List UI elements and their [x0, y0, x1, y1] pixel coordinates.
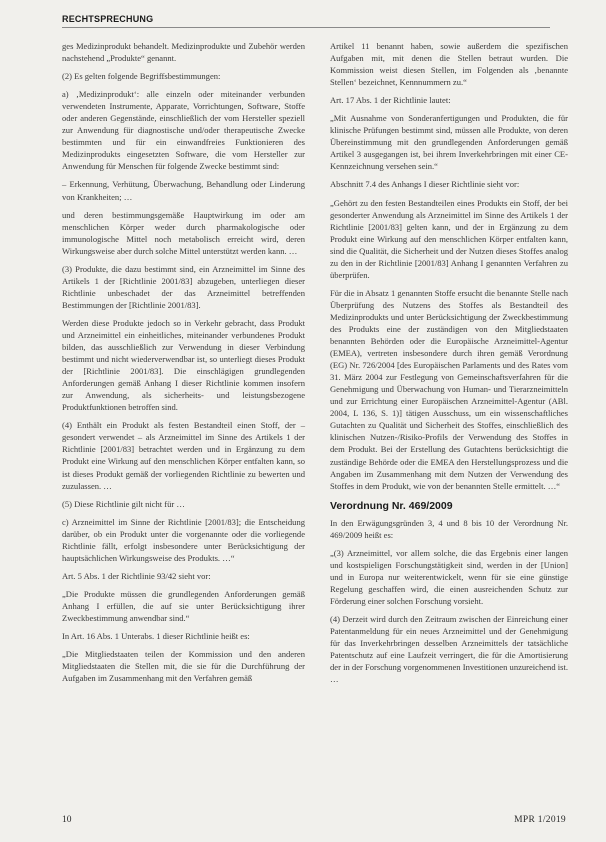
paragraph: a) ‚Medizinprodukt‘: alle einzeln oder miteinander verbunden verwendeten Instrumente, Apparate, Vorrichtungen, Software, Stoffe oder anderen Gegenstände, einschließlich der vom Hersteller speziell zur Anwendung für diagnostische und/oder therapeutische Zwecke bestimmten und für ein einwandfreies Funktionieren des Medizinprodukts eingesetzten Software, die vom Hersteller zur Anwendung für Menschen für folgende Zwecke bestimmt sind: [62, 89, 305, 172]
left-column [62, 40, 305, 690]
paragraph: „(3) Arzneimittel, vor allem solche, die das Ergebnis einer langen und kostspieligen Forschungstätigkeit sind, werden in der [Union] und in Europa nur weiterentwickelt, wenn für sie eine günstige Regelung geschaffen wird, die einen ausreichenden Schutz zur Förderung einer solchen Forschung vorsieht. [330, 547, 568, 606]
paragraph: und deren bestimmungsgemäße Hauptwirkung im oder am menschlichen Körper weder durch pharmakologische oder immunologische Mittel noch metabolisch erreicht wird, deren Wirkungsweise aber durch solche Mittel unterstützt werden kann. … [62, 209, 305, 256]
paragraph: „Die Produkte müssen die grundlegenden Anforderungen gemäß Anhang I erfüllen, die auf sie unter Berücksichtigung ihrer Zweckbestimmung anwendbar sind.“ [62, 588, 305, 623]
paragraph: In Art. 16 Abs. 1 Unterabs. 1 dieser Richtlinie heißt es: [62, 631, 250, 642]
paragraph: „Mit Ausnahme von Sonderanfertigungen und Produkten, die für klinische Prüfungen bestimmt sind, müssen alle Produkte, von deren Übereinstimmung mit den grundlegenden Anforderungen gemäß Artikel 3 ausgegangen ist, bei ihrem Inverkehrbringen mit einer CE-Kennzeichnung versehen sein.“ [330, 113, 568, 172]
paragraph: Artikel 11 benannt haben, sowie außerdem die spezifischen Aufgaben mit, mit denen die Stellen betraut wurden. Die Kommission weist diesen Stellen, im Folgenden als ‚benannte Stellen‘ bezeichnet, Kennnummern zu.“ [330, 41, 568, 88]
right-column [330, 40, 568, 691]
paragraph: – Erkennung, Verhütung, Überwachung, Behandlung oder Linderung von Krankheiten; … [62, 179, 305, 202]
paragraph: (4) Enthält ein Produkt als festen Bestandteil einen Stoff, der – gesondert verwendet – als Arzneimittel im Sinne des Artikels 1 der Richtlinie [2001/83] betrachtet werden und in Ergänzung zu dem Produkt eine Wirkung auf den menschlichen Körper entfalten kann, so ist dieses Produkt gemäß der vorliegenden Richtlinie zu bewerten und zuzulassen. … [62, 420, 305, 491]
journal-issue: MPR 1/2019 [514, 815, 566, 825]
paragraph: (5) Diese Richtlinie gilt nicht für … [62, 498, 185, 509]
paragraph: „Gehört zu den festen Bestandteilen eines Produkts ein Stoff, der bei gesonderter Anwendung als Arzneimittel im Sinne des Artikels 1 der Richtlinie [2001/83] gelten kann, und der in Ergänzung zu dem Produkt eine Wirkung auf den menschlichen Körper entfalten kann, sind die Qualität, die Sicherheit und der Nutzen dieses Stoffes analog zu den in der Richtlinie [2001/83] Anhang I genannten Verfahren zu überprüfen. [330, 197, 568, 280]
page-number: 10 [62, 815, 72, 825]
paragraph: „Die Mitgliedstaaten teilen der Kommission und den anderen Mitgliedstaaten die Stellen mit, die sie für die Durchführung der Aufgaben im Zusammenhang mit den Verfahren gemäß [62, 649, 305, 684]
section-title: Verordnung Nr. 469/2009 [330, 499, 453, 512]
paragraph: Für die in Absatz 1 genannten Stoffe ersucht die benannte Stelle nach Überprüfung des Nutzens des Stoffes als Bestandteil des Medizinprodukts und unter Berücksichtigung der Zweckbestimmung des Produkts eine der zuständigen von den Mitgliedstaaten benannten Behörden oder die Europäische Arzneimittel-Agentur (EMEA), vertreten insbesondere durch ihren gemäß Verordnung (EG) Nr. 726/2004 [des Europäischen Parlaments und des Rates vom 31. März 2004 zur Festlegung von Gemeinschaftsverfahren für die Genehmigung und Überwachung von Human- und Tierarzneimitteln und zur Errichtung einer Europäischen Arzneimittel-Agentur (ABl. 2004, L 136, S. 1)] tätigen Ausschuss, um ein wissenschaftliches Gutachten zu Qualität und Sicherheit des Stoffes, einschließlich des klinischen Nutzen-/Risiko-Profils der Verwendung des Stoffes in dem Produkt. Bei der Erstellung des Gutachtens berücksichtigt die zuständige Behörde oder die EMEA den Herstellungsprozess und die Angaben im Zusammenhang mit dem Nutzen der Verwendung des Stoffes in dem Produkt, wie von der benannten Stelle ermittelt. …“ [330, 287, 568, 491]
section-header: RECHTSPRECHUNG [62, 14, 154, 24]
paragraph: (2) Es gelten folgende Begriffsbestimmungen: [62, 71, 221, 82]
paragraph: ges Medizinprodukt behandelt. Medizinprodukte und Zubehör werden nachstehend „Produkte“ genannt. [62, 41, 305, 64]
paragraph: Werden diese Produkte jedoch so in Verkehr gebracht, dass Produkt und Arzneimittel ein einheitliches, miteinander verbundenes Produkt bilden, das ausschließlich zur Verwendung in dieser Verbindung bestimmt und nicht wiederverwendbar ist, so unterliegt dieses Produkt der [Richtlinie 2001/83]. Die einschlägigen grundlegenden Anforderungen gemäß Anhang I dieser Richtlinie kommen insofern zur Anwendung, als sicherheits- und leistungsbezogene Produktfunktionen betroffen sind. [62, 317, 305, 413]
paragraph: In den Erwägungsgründen 3, 4 und 8 bis 10 der Verordnung Nr. 469/2009 heißt es: [330, 517, 568, 540]
paragraph: Art. 17 Abs. 1 der Richtlinie lautet: [330, 95, 451, 106]
paragraph: (3) Produkte, die dazu bestimmt sind, ein Arzneimittel im Sinne des Artikels 1 der [Richtlinie 2001/83] abzugeben, unterliegen dieser Richtlinie unbeschadet der das Arzneimittel betreffenden Bestimmungen der [Richtlinie 2001/83]. [62, 263, 305, 310]
paragraph: (4) Derzeit wird durch den Zeitraum zwischen der Einreichung einer Patentanmeldung für ein neues Arzneimittel und der Genehmigung für das Inverkehrbringen desselben Arzneimittels der tatsächliche Patentschutz auf eine Laufzeit verringert, die für die Amortisierung der in der Forschung vorgenommenen Investitionen unzureichend ist. … [330, 613, 568, 685]
paragraph: Abschnitt 7.4 des Anhangs I dieser Richtlinie sieht vor: [330, 179, 520, 190]
paragraph: c) Arzneimittel im Sinne der Richtlinie [2001/83]; die Entscheidung darüber, ob ein Produkt unter die vorgenannte oder die vorliegende Richtlinie fällt, erfolgt insbesondere unter Berücksichtigung der hauptsächlichen Wirkungsweise des Produkts. …“ [62, 516, 305, 563]
paragraph: Art. 5 Abs. 1 der Richtlinie 93/42 sieht vor: [62, 570, 211, 581]
header-rule [62, 27, 550, 28]
